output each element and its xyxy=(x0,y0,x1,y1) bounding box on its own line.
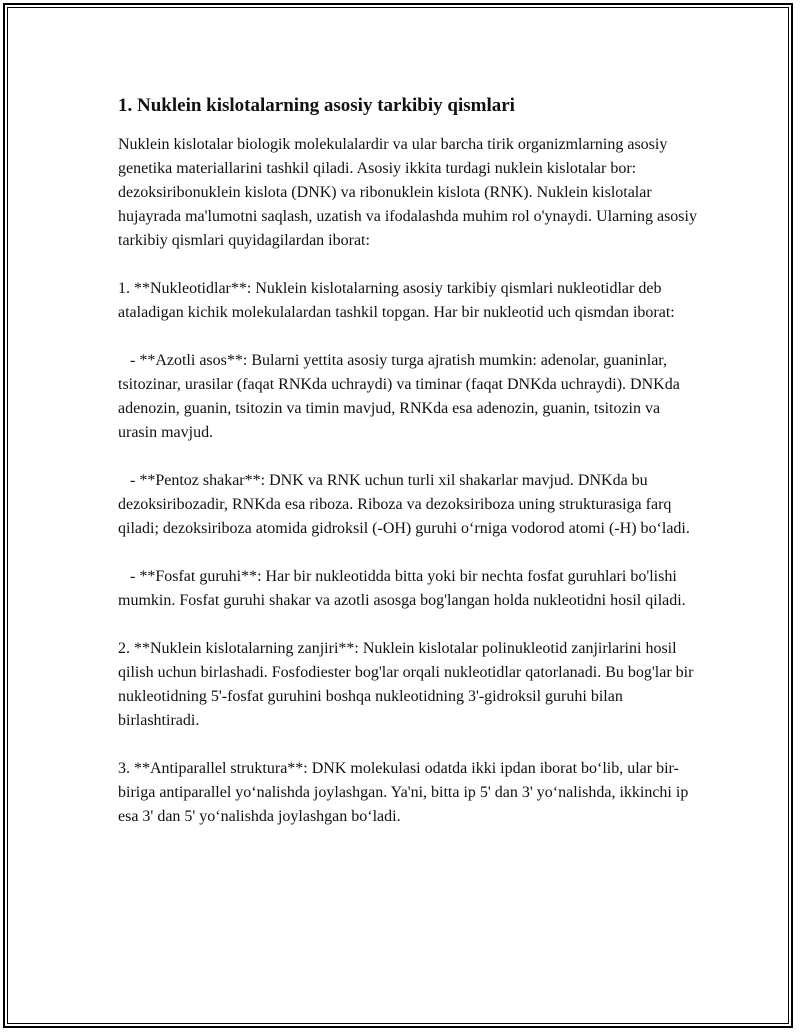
phosphate-group-paragraph: - **Fosfat guruhi**: Har bir nukleotidda bitta yoki bir nechta fosfat guruhlari bo'lishi mumkin. Fosfat guruhi shakar va azotli asosga bog'langan holda nukleotidni hosil qiladi. xyxy=(118,568,686,609)
intro-paragraph: Nuklein kislotalar biologik molekulalardir va ular barcha tirik organizmlarning asosiy genetika materiallarini tashkil qiladi. Asosiy ikkita turdagi nuklein kislotalar bor: dezoksiribonuklein kislota (DNK) va ribonuklein kislota (RNK). Nuklein kislotalar hujayrada ma'lumotni saqlash, uzatish va ifodalashda muhim rol o'ynaydi. Ularning asosiy tarkibiy qismlari quyidagilardan iborat: xyxy=(118,136,701,249)
section-heading: 1. Nuklein kislotalarning asosiy tarkibiy qismlari xyxy=(118,95,515,116)
antiparallel-paragraph: 3. **Antiparallel struktura**: DNK molekulasi odatda ikki ipdan iborat bo‘lib, ular bir-biriga antiparallel yo‘nalishda joylashgan. Ya'ni, bitta ip 5' dan 3' yo‘nalishda, ikkinchi ip esa 3' dan 5' yo‘nalishda joylashgan bo‘ladi. xyxy=(118,760,693,825)
document-body xyxy=(118,93,701,853)
nucleotides-paragraph: 1. **Nukleotidlar**: Nuklein kislotalarning asosiy tarkibiy qismlari nukleotidlar deb ataladigan kichik molekulalardan tashkil topgan. Har bir nukleotid uch qismdan iborat: xyxy=(118,280,675,321)
nitrogen-base-paragraph: - **Azotli asos**: Bularni yettita asosiy turga ajratish mumkin: adenolar, guaninlar, tsitozinar, urasilar (faqat RNKda uchraydi) va timinar (faqat DNKda uchraydi). DNKda adenozin, guanin, tsitozin va timin mavjud, RNKda esa adenozin, guanin, tsitozin va urasin mavjud. xyxy=(118,352,684,441)
pentose-sugar-paragraph: - **Pentoz shakar**: DNK va RNK uchun turli xil shakarlar mavjud. DNKda bu dezoksiribozadir, RNKda esa riboza. Riboza va dezoksiriboza uning strukturasiga farq qiladi; dezoksiriboza atomida gidroksil (-OH) guruhi o‘rniga vodorod atomi (-H) bo‘ladi. xyxy=(118,472,690,537)
chain-paragraph: 2. **Nuklein kislotalarning zanjiri**: Nuklein kislotalar polinukleotid zanjirlarini hosil qilish uchun birlashadi. Fosfodiester bog'lar orqali nukleotidlar qatorlanadi. Bu bog'lar bir nukleotidning 5'-fosfat guruhini boshqa nukleotidning 3'-gidroksil guruhi bilan birlashtiradi. xyxy=(118,640,698,729)
